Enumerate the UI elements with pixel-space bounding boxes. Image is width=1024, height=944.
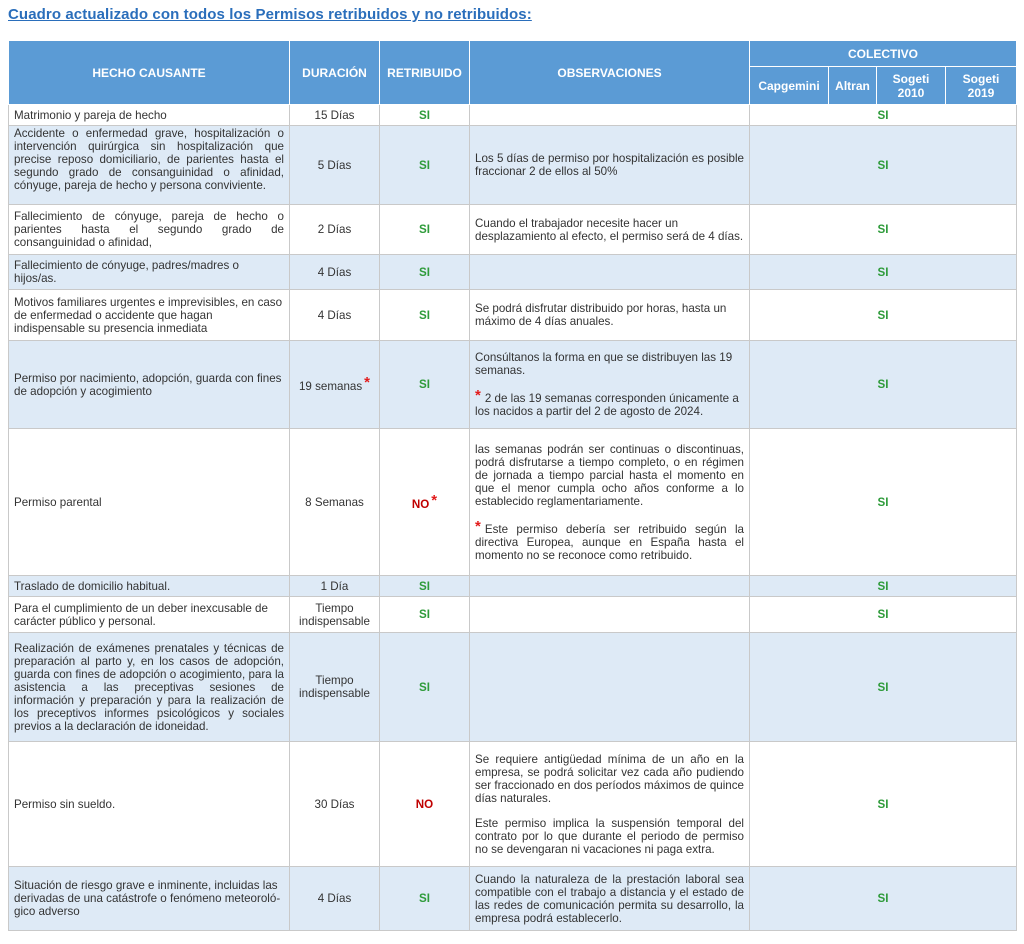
- retribuido-cell: [380, 742, 470, 867]
- asterisk-mark: *: [475, 517, 481, 535]
- table-row: [9, 742, 1017, 867]
- colectivo-cell: SI: [750, 429, 1017, 576]
- header-observaciones: OBSERVACIONES: [470, 41, 750, 105]
- colectivo-cell: SI: [750, 126, 1017, 205]
- hecho-cell: Permiso parental: [9, 429, 290, 576]
- retribuido-cell: [380, 597, 470, 633]
- table-row: [9, 205, 1017, 255]
- observaciones-cell: [470, 255, 750, 290]
- observacion-parrafo: Se requiere antigüedad mínima de un año en la empresa, se podrá solicitar vez cada año pudiendo ser fraccionado en dos períodos máximos de quince días naturales.: [475, 752, 744, 805]
- duracion-cell: 30 Días: [290, 742, 380, 867]
- asterisk-mark: *: [431, 491, 438, 509]
- retribuido-cell: [380, 429, 470, 576]
- retribuido-value: SI: [419, 378, 430, 391]
- duracion-cell: 1 Día: [290, 576, 380, 597]
- duracion-cell: Tiempo indispensable: [290, 633, 380, 742]
- header-hecho-causante: HECHO CAUSANTE: [9, 41, 290, 105]
- observaciones-cell: [470, 341, 750, 429]
- duracion-cell: [290, 341, 380, 429]
- retribuido-value: SI: [419, 158, 430, 172]
- retribuido-value: SI: [419, 680, 430, 694]
- asterisk-mark: *: [364, 374, 370, 391]
- observaciones-cell: Se podrá disfrutar distribuido por horas, hasta un máximo de 4 días anuales.: [470, 290, 750, 341]
- hecho-cell: Para el cumplimiento de un deber inexcusable de carácter público y personal.: [9, 597, 290, 633]
- retribuido-value: NO: [415, 797, 434, 811]
- duracion-cell: Tiempo indispensable: [290, 597, 380, 633]
- table-row: [9, 255, 1017, 290]
- retribuido-value: SI: [419, 108, 430, 122]
- colectivo-cell: SI: [750, 633, 1017, 742]
- retribuido-value: SI: [419, 308, 430, 322]
- observaciones-cell: Cuando el trabajador necesite hacer un desplazamiento al efecto, el permiso será de 4 días.: [470, 205, 750, 255]
- duracion-cell: 15 Días: [290, 105, 380, 126]
- colectivo-cell: SI: [750, 576, 1017, 597]
- retribuido-cell: [380, 290, 470, 341]
- colectivo-cell: SI: [750, 205, 1017, 255]
- observacion-parrafo: Consúltanos la forma en que se distribuyen las 19 semanas.: [475, 351, 733, 377]
- duracion-cell: 4 Días: [290, 867, 380, 931]
- table-row: [9, 290, 1017, 341]
- observaciones-cell: Los 5 días de permiso por hospitalización es posible fraccionar 2 de ellos al 50%: [470, 126, 750, 205]
- table-row: [9, 341, 1017, 429]
- duracion-cell: 8 Semanas: [290, 429, 380, 576]
- observacion-nota: Este permiso implica la suspensión temporal del contrato por lo que durante el periodo de permiso no se devengaran ni vacaciones ni paga extra.: [475, 816, 744, 856]
- retribuido-value: SI: [419, 892, 430, 905]
- duracion-cell: 2 Días: [290, 205, 380, 255]
- hecho-cell: Situación de riesgo grave e inminente, incluidas las derivadas de una catástrofe o fenómeno meteorológico adverso: [9, 867, 290, 931]
- retribuido-cell: [380, 255, 470, 290]
- permisos-table: [8, 40, 1017, 931]
- hecho-cell: Fallecimiento de cónyuge, padres/madres o hijos/as.: [9, 255, 290, 290]
- table-row: [9, 105, 1017, 126]
- observaciones-cell: [470, 633, 750, 742]
- colectivo-cell: SI: [750, 742, 1017, 867]
- colectivo-cell: SI: [750, 105, 1017, 126]
- duracion-cell: 4 Días: [290, 255, 380, 290]
- hecho-cell: Permiso sin sueldo.: [9, 742, 290, 867]
- hecho-cell: Realización de exámenes prenatales y técnicas de preparación al parto y, en los casos de adopción, guarda con fines de adopción o acogimiento, para la asistencia a las preceptivas sesiones de información y preparación y para la realización de los preceptivos informes psicológicos y sociales previos a la declaración de idoneidad.: [9, 633, 290, 742]
- colectivo-cell: SI: [750, 597, 1017, 633]
- observaciones-cell: [470, 429, 750, 576]
- header-sogeti-2019: Sogeti 2019: [946, 67, 1017, 105]
- table-row: [9, 597, 1017, 633]
- observacion-nota: [475, 389, 744, 418]
- colectivo-cell: SI: [750, 290, 1017, 341]
- observaciones-cell: [470, 742, 750, 867]
- nota-texto: Este permiso debería ser retribuido según la directiva Europea, aunque en España hasta el momento no se reconoce como retribuido.: [475, 522, 744, 562]
- hecho-cell: Traslado de domicilio habitual.: [9, 576, 290, 597]
- retribuido-cell: [380, 576, 470, 597]
- hecho-cell: Permiso por nacimiento, adopción, guarda con fines de adopción y acogimiento: [9, 341, 290, 429]
- retribuido-cell: [380, 105, 470, 126]
- table-row: [9, 633, 1017, 742]
- header-capgemini: Capgemini: [750, 67, 829, 105]
- retribuido-cell: [380, 205, 470, 255]
- table-row: [9, 126, 1017, 205]
- hecho-cell: Matrimonio y pareja de hecho: [9, 105, 290, 126]
- duracion-cell: 5 Días: [290, 126, 380, 205]
- observaciones-cell: [470, 576, 750, 597]
- table-row: [9, 429, 1017, 576]
- retribuido-value: SI: [419, 608, 430, 621]
- retribuido-value: SI: [419, 223, 430, 236]
- table-row: [9, 576, 1017, 597]
- retribuido-cell: [380, 867, 470, 931]
- observaciones-cell: [470, 597, 750, 633]
- retribuido-cell: [380, 126, 470, 205]
- table-row: [9, 867, 1017, 931]
- observaciones-cell: Cuando la naturaleza de la prestación laboral sea compatible con el trabajo a distancia y el estado de las redes de comunicación permita su desarrollo, la empresa podrá establecerlo.: [470, 867, 750, 931]
- colectivo-cell: SI: [750, 341, 1017, 429]
- duracion-cell: 4 Días: [290, 290, 380, 341]
- hecho-cell: Fallecimiento de cónyuge, pareja de hecho o parientes hasta el segundo grado de consanguinidad o afinidad,: [9, 205, 290, 255]
- colectivo-cell: SI: [750, 867, 1017, 931]
- retribuido-cell: [380, 633, 470, 742]
- header-retribuido: RETRIBUIDO: [380, 41, 470, 105]
- duracion-value: 19 semanas: [298, 380, 363, 393]
- retribuido-cell: [380, 341, 470, 429]
- asterisk-mark: *: [475, 387, 481, 404]
- colectivo-cell: SI: [750, 255, 1017, 290]
- hecho-cell: Motivos familiares urgentes e imprevisibles, en caso de enfermedad o accidente que hagan indispensable su presencia inmediata: [9, 290, 290, 341]
- observacion-parrafo: las semanas podrán ser continuas o discontinuas, podrá disfrutarse a tiempo completo, o en régimen de jornada a tiempo parcial hasta el momento en que el menor cumpla ocho años conforme a lo establecido reglamentariamente.: [475, 442, 744, 508]
- header-altran: Altran: [829, 67, 877, 105]
- hecho-text: Accidente o enfermedad grave, hospitalización o intervención quirúrgica sin hospitalización que precise reposo domiciliario, de parientes hasta el segundo grado de consanguinidad o afinidad, cónyuge, pareja de hecho y persona conviviente.: [14, 127, 284, 192]
- observaciones-cell: [470, 105, 750, 126]
- header-sogeti-2010: Sogeti 2010: [877, 67, 946, 105]
- hecho-cell: [9, 126, 290, 205]
- observacion-nota: [475, 517, 744, 562]
- retribuido-value: SI: [419, 265, 430, 279]
- page-title: Cuadro actualizado con todos los Permisos retribuidos y no retribuidos:: [8, 6, 532, 23]
- nota-texto: 2 de las 19 semanas corresponden únicamente a los nacidos a partir del 2 de agosto de 2024.: [475, 392, 739, 418]
- header-colectivo: COLECTIVO: [750, 41, 1017, 67]
- header-duracion: DURACIÓN: [290, 41, 380, 105]
- retribuido-value: NO: [411, 497, 430, 511]
- retribuido-value: SI: [419, 579, 430, 593]
